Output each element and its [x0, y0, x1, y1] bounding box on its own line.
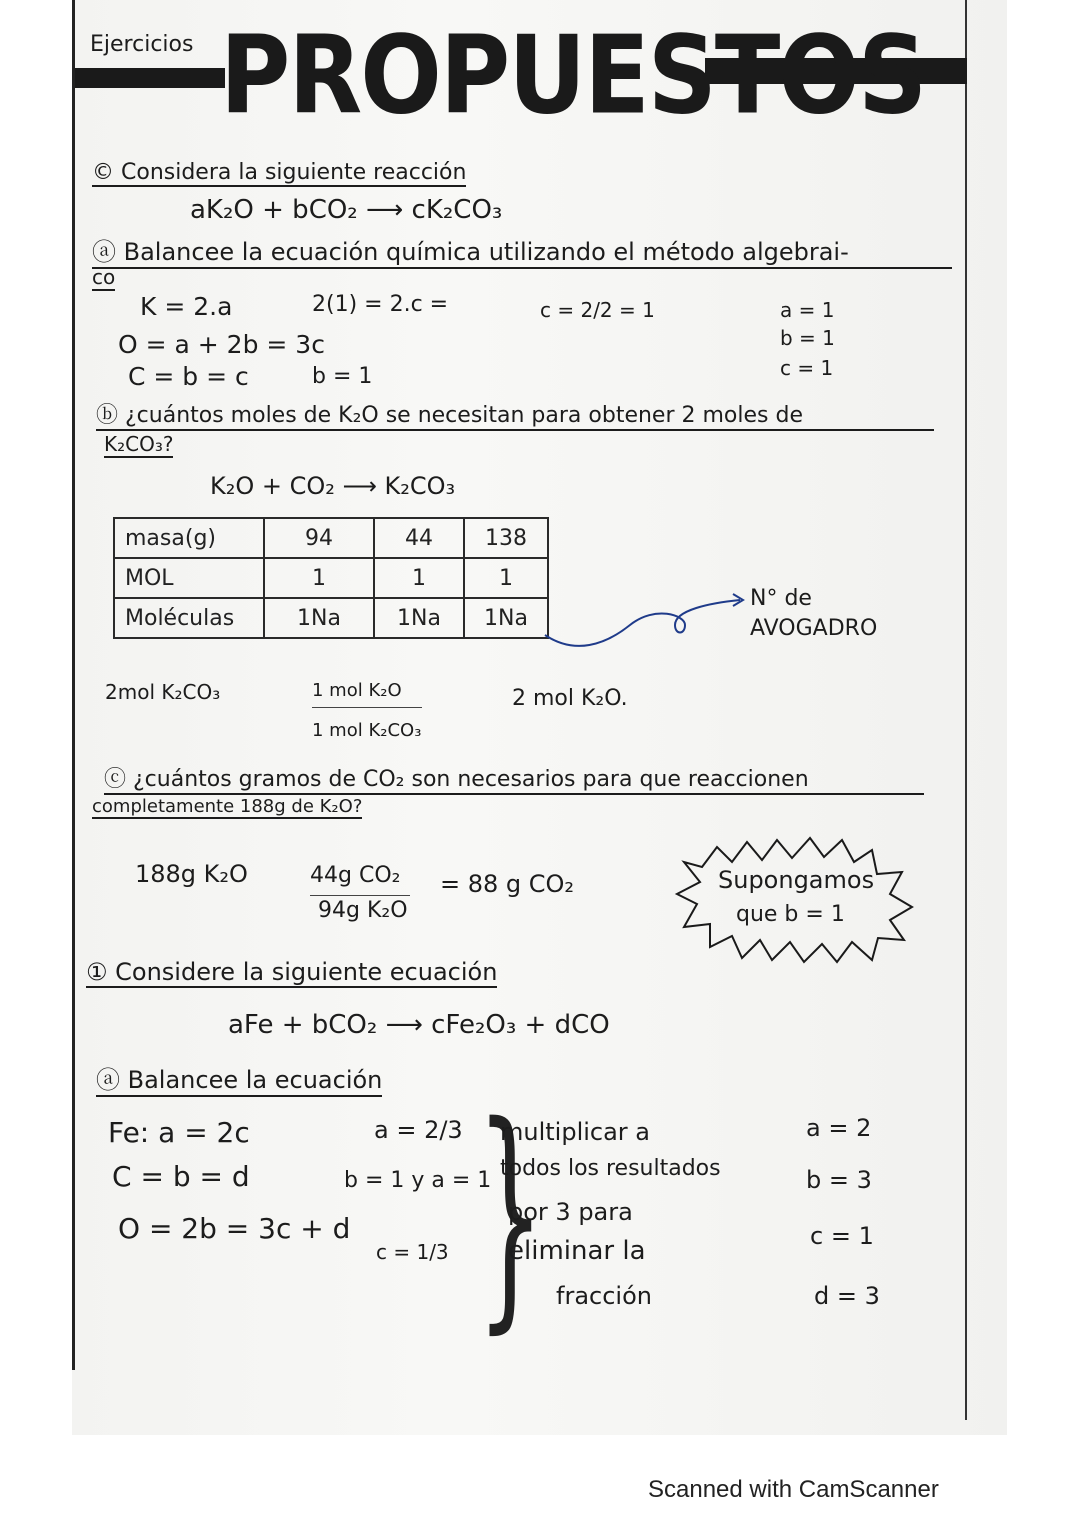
- table-cell: 44: [374, 518, 464, 558]
- ex1-question-b-line1: ⓑ ¿cuántos moles de K₂O se necesitan para obtener 2 moles de: [96, 398, 934, 431]
- ex1-question-c-line1: ⓒ ¿cuántos gramos de CO₂ son necesarios para que reaccionen: [104, 762, 924, 795]
- table-cell: 1Na: [374, 598, 464, 638]
- ex1-frac-den: 1 mol K₂CO₃: [312, 720, 422, 741]
- ex1-frac-num: 1 mol K₂O: [312, 680, 402, 701]
- ex2-reaction: aFe + bCO₂ ⟶ cFe₂O₃ + dCO: [228, 1010, 610, 1040]
- ex2-question-a: ⓐ Balancee la ecuación: [96, 1060, 382, 1097]
- ex2-note-2: todos los resultados: [500, 1156, 721, 1181]
- avogadro-arrow-icon: [535, 575, 755, 655]
- ex1-eq-k: K = 2.a: [140, 292, 233, 321]
- bubble-line-2: que b = 1: [736, 902, 845, 927]
- curly-brace-icon: }: [476, 1074, 545, 1354]
- right-margin-line: [965, 0, 967, 1420]
- table-cell: Moléculas: [114, 598, 264, 638]
- ex1-question-a-line2: co: [92, 265, 116, 289]
- table-cell: 1: [264, 558, 374, 598]
- ex2-mid-b: b = 1 y a = 1: [344, 1168, 492, 1193]
- avogadro-note: N° de AVOGADRO: [750, 586, 878, 641]
- ex1-question-a-line1: ⓐ Balancee la ecuación química utilizando el método algebrai-: [92, 232, 952, 269]
- ex2-result-a: a = 2: [806, 1114, 872, 1142]
- ex2-eq-fe: Fe: a = 2c: [108, 1116, 250, 1149]
- table-cell: masa(g): [114, 518, 264, 558]
- table-row: [114, 518, 548, 558]
- ex1-grams-frac-line: [310, 895, 410, 896]
- table-row: [114, 558, 548, 598]
- ex1-grams-den: 94g K₂O: [318, 898, 408, 923]
- table-cell: 138: [464, 518, 548, 558]
- ex1-result-b: b = 1: [780, 326, 835, 350]
- bubble-line-1: Supongamos: [718, 866, 875, 894]
- page-title: PROPUESTOS: [220, 13, 926, 139]
- ex1-result-c: c = 1: [780, 356, 834, 380]
- small-title: Ejercicios: [90, 32, 194, 57]
- ex1-eq-o: O = a + 2b = 3c: [118, 330, 325, 359]
- table-cell: 94: [264, 518, 374, 558]
- ex1-statement: © Considera la siguiente reacción: [92, 160, 467, 185]
- ex1-question-c-line2: completamente 188g de K₂O?: [92, 796, 363, 817]
- moles-table: [113, 517, 549, 639]
- scanner-watermark: Scanned with CamScanner: [648, 1476, 939, 1503]
- ex2-note-4: eliminar la: [508, 1236, 646, 1266]
- ex2-statement: ① Considere la siguiente ecuación: [86, 958, 498, 986]
- ex2-note-3: por 3 para: [508, 1198, 633, 1226]
- table-row: [114, 598, 548, 638]
- ex1-grams-result: = 88 g CO₂: [440, 870, 575, 898]
- ex2-mid-c: c = 1/3: [376, 1240, 449, 1264]
- table-cell: 1: [374, 558, 464, 598]
- ex1-c-calc: c = 2/2 = 1: [540, 298, 655, 322]
- ex2-result-b: b = 3: [806, 1166, 872, 1194]
- ex1-eq-c: C = b = c: [128, 362, 249, 391]
- ex2-mid-a: a = 2/3: [374, 1116, 463, 1144]
- ex1-mid-2: b = 1: [312, 364, 373, 389]
- table-cell: 1: [464, 558, 548, 598]
- ex2-result-d: d = 3: [814, 1282, 880, 1310]
- ex1-reaction: aK₂O + bCO₂ ⟶ cK₂CO₃: [190, 195, 503, 225]
- ex1-frac-line: [312, 707, 422, 708]
- ex2-result-c: c = 1: [810, 1222, 874, 1250]
- ex2-eq-o: O = 2b = 3c + d: [118, 1212, 351, 1245]
- ex1-calc-left: 2mol K₂CO₃: [105, 680, 221, 704]
- ex1-mid-1: 2(1) = 2.c =: [312, 292, 449, 317]
- ex1-result-a: a = 1: [780, 298, 835, 322]
- ex1-grams-num: 44g CO₂: [310, 863, 401, 888]
- ex2-eq-c: C = b = d: [112, 1160, 250, 1193]
- table-cell: 1Na: [464, 598, 548, 638]
- table-cell: 1Na: [264, 598, 374, 638]
- ex1-reaction-2: K₂O + CO₂ ⟶ K₂CO₃: [210, 472, 456, 500]
- ex1-grams-left: 188g K₂O: [135, 860, 248, 888]
- suppose-bubble-icon: [672, 832, 917, 967]
- ex2-note-5: fracción: [556, 1282, 652, 1310]
- ex2-note-1: multiplicar a: [500, 1118, 651, 1146]
- title-bar-left: [75, 68, 225, 88]
- ex1-calc-result: 2 mol K₂O.: [512, 686, 628, 711]
- table-cell: MOL: [114, 558, 264, 598]
- left-margin-line: [72, 0, 75, 1370]
- ex1-question-b-line2: K₂CO₃?: [104, 432, 174, 456]
